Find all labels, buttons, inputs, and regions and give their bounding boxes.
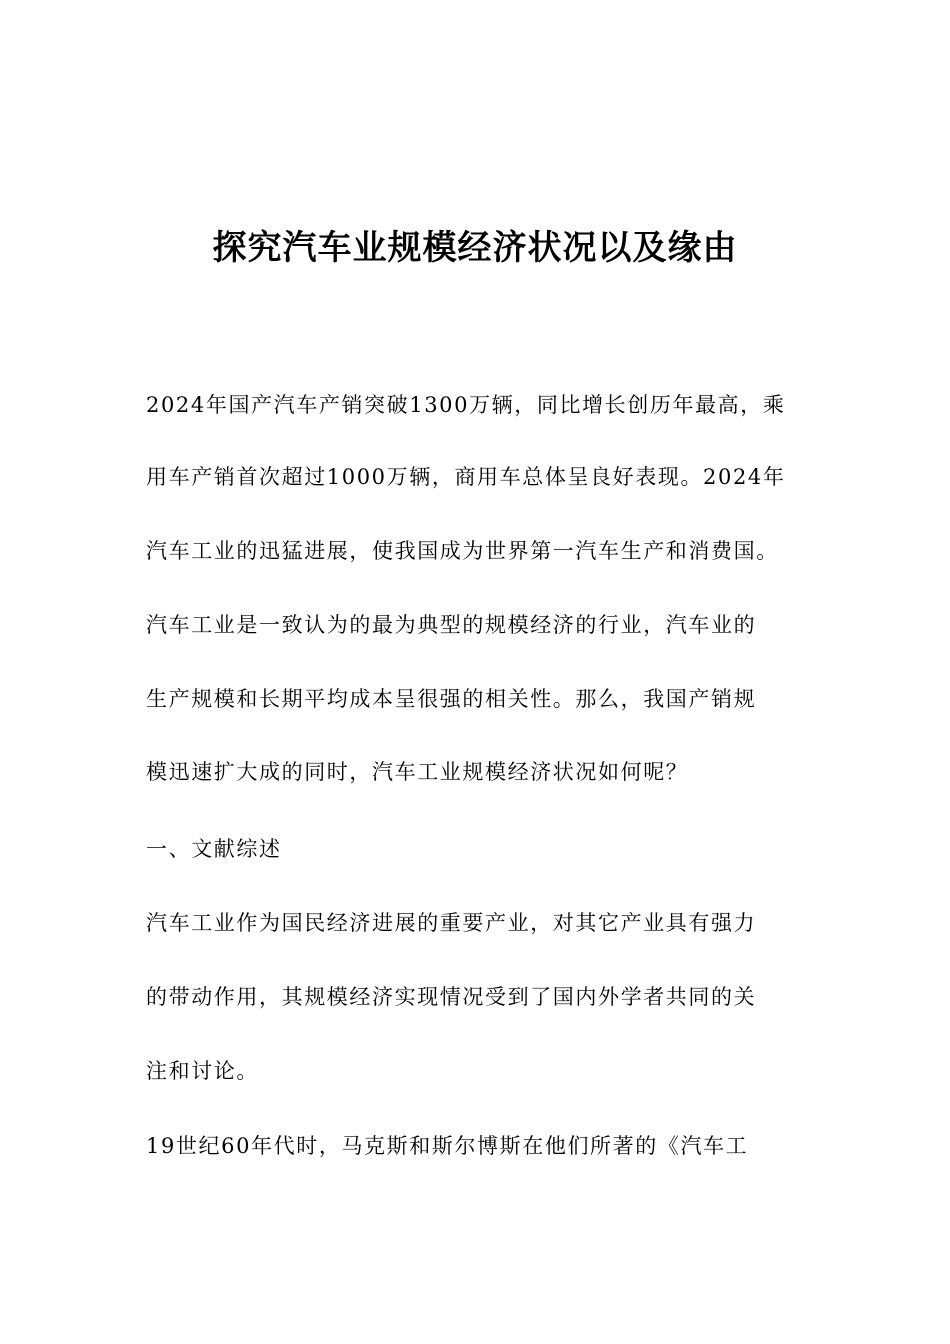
body-text-line: 汽车工业是一致认为的最为典型的规模经济的行业，汽车业的 (146, 613, 757, 637)
body-text-line: 2024年国产汽车产销突破1300万辆，同比增长创历年最高，乘 (146, 393, 786, 417)
body-text-line: 汽车工业作为国民经济进展的重要产业，对其它产业具有强力 (146, 911, 757, 935)
document-title: 探究汽车业规模经济状况以及缘由 (212, 228, 738, 268)
body-text-line: 注和讨论。 (146, 1059, 259, 1083)
body-text-line: 生产规模和长期平均成本呈很强的相关性。那么，我国产销规 (146, 687, 757, 711)
body-text-line: 的带动作用，其规模经济实现情况受到了国内外学者共同的关 (146, 985, 757, 1009)
body-text-line: 用车产销首次超过1000万辆，商用车总体呈良好表现。2024年 (146, 465, 786, 489)
body-text-line: 汽车工业的迅猛进展，使我国成为世界第一汽车生产和消费国。 (146, 539, 779, 563)
section-heading: 一、文献综述 (146, 837, 282, 861)
body-text-line: 模迅速扩大成的同时，汽车工业规模经济状况如何呢？ (146, 760, 689, 784)
body-text-line: 19世纪60年代时，马克斯和斯尔博斯在他们所著的《汽车工 (146, 1134, 749, 1158)
